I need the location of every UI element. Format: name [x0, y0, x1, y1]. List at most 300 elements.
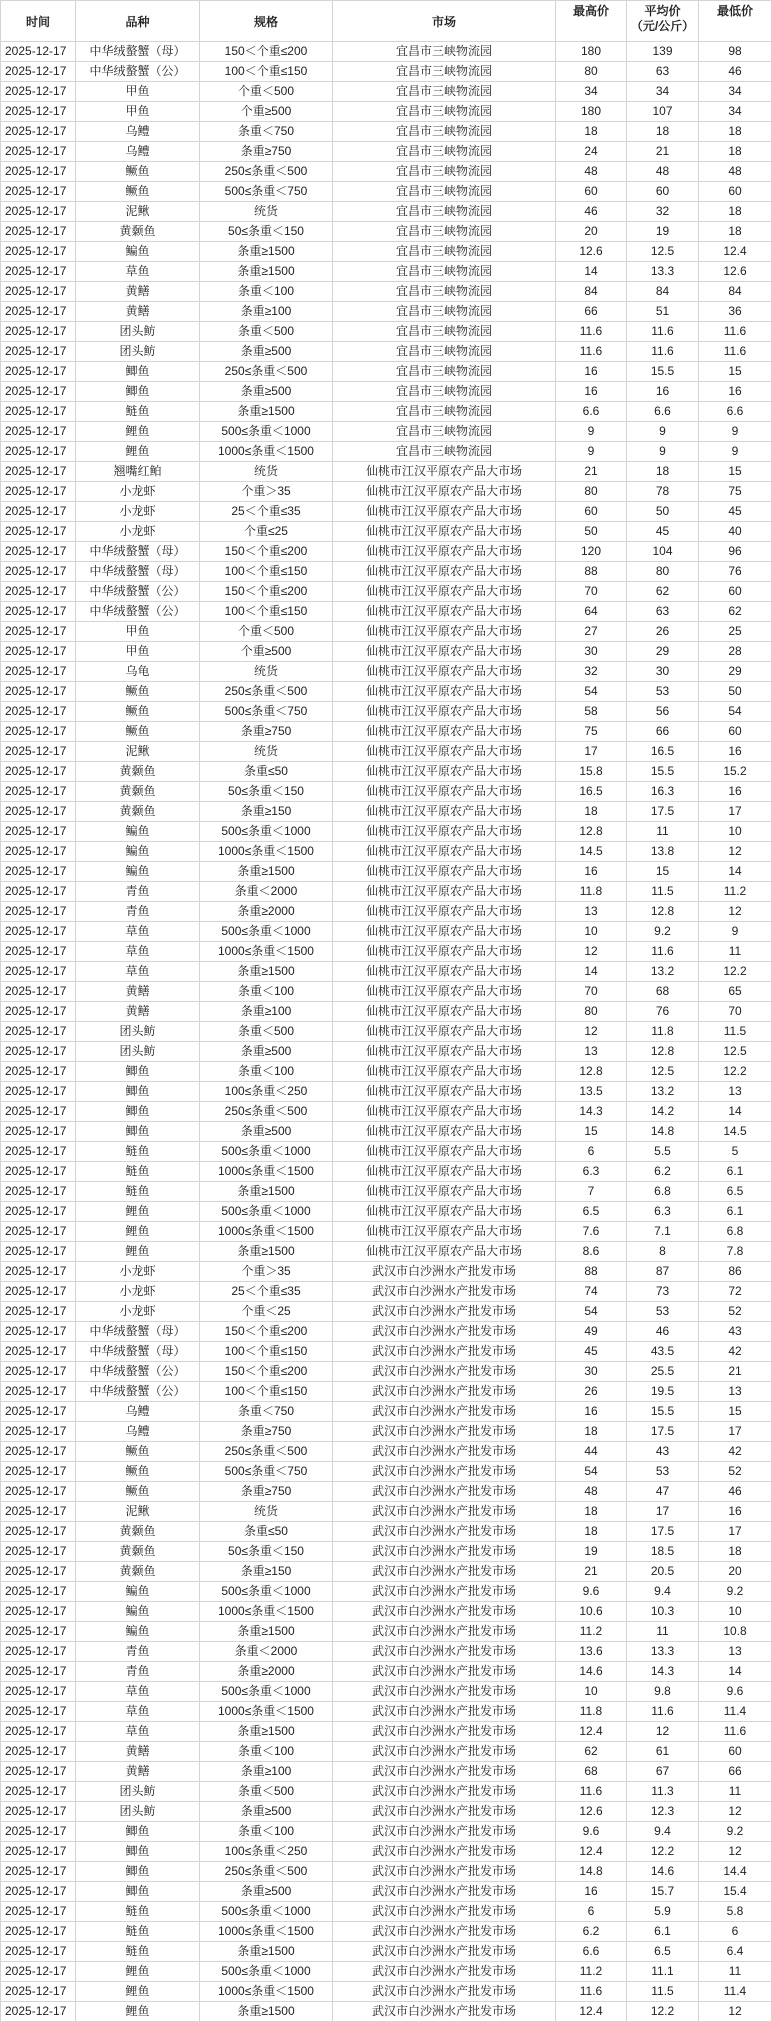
variety-cell: 泥鳅 — [76, 202, 200, 222]
variety-cell: 草鱼 — [76, 262, 200, 282]
spec-cell: 500≤条重＜1000 — [200, 1962, 333, 1982]
spec-cell: 条重≥100 — [200, 1002, 333, 1022]
max-price-cell: 13 — [556, 1042, 627, 1062]
spec-cell: 条重≥1500 — [200, 242, 333, 262]
avg-price-cell: 12.3 — [627, 1802, 699, 1822]
variety-cell: 鳜鱼 — [76, 1482, 200, 1502]
spec-cell: 个重＜500 — [200, 82, 333, 102]
header-spec[interactable]: 规格 — [200, 1, 333, 42]
variety-cell: 青鱼 — [76, 1642, 200, 1662]
avg-price-cell: 15.5 — [627, 362, 699, 382]
min-price-cell: 9.2 — [699, 1822, 771, 1842]
market-cell: 武汉市白沙洲水产批发市场 — [333, 1462, 556, 1482]
table-row — [1, 162, 771, 182]
avg-price-cell: 43.5 — [627, 1342, 699, 1362]
market-cell: 宜昌市三峡物流园 — [333, 182, 556, 202]
avg-price-cell: 14.6 — [627, 1862, 699, 1882]
spec-cell: 条重≤50 — [200, 1522, 333, 1542]
table-row — [1, 402, 771, 422]
max-price-cell: 34 — [556, 82, 627, 102]
market-cell: 仙桃市江汉平原农产品大市场 — [333, 1202, 556, 1222]
table-row — [1, 182, 771, 202]
variety-cell: 小龙虾 — [76, 522, 200, 542]
date-cell: 2025-12-17 — [1, 522, 76, 542]
spec-cell: 100＜个重≤150 — [200, 1342, 333, 1362]
max-price-cell: 70 — [556, 582, 627, 602]
table-row — [1, 1522, 771, 1542]
market-cell: 武汉市白沙洲水产批发市场 — [333, 1422, 556, 1442]
max-price-cell: 48 — [556, 1482, 627, 1502]
spec-cell: 100＜个重≤150 — [200, 62, 333, 82]
spec-cell: 条重＜750 — [200, 1402, 333, 1422]
market-cell: 武汉市白沙洲水产批发市场 — [333, 1682, 556, 1702]
avg-price-cell: 17.5 — [627, 1522, 699, 1542]
avg-price-cell: 12.8 — [627, 902, 699, 922]
table-row — [1, 202, 771, 222]
market-cell: 武汉市白沙洲水产批发市场 — [333, 1882, 556, 1902]
market-cell: 宜昌市三峡物流园 — [333, 402, 556, 422]
market-cell: 仙桃市江汉平原农产品大市场 — [333, 1082, 556, 1102]
min-price-cell: 9.6 — [699, 1682, 771, 1702]
max-price-cell: 74 — [556, 1282, 627, 1302]
market-cell: 仙桃市江汉平原农产品大市场 — [333, 582, 556, 602]
min-price-cell: 17 — [699, 1522, 771, 1542]
table-row — [1, 1002, 771, 1022]
spec-cell: 条重＜500 — [200, 1782, 333, 1802]
avg-price-cell: 17.5 — [627, 1422, 699, 1442]
market-cell: 仙桃市江汉平原农产品大市场 — [333, 1002, 556, 1022]
avg-price-cell: 80 — [627, 562, 699, 582]
avg-price-cell: 21 — [627, 142, 699, 162]
variety-cell: 黄鳝 — [76, 282, 200, 302]
header-market[interactable]: 市场 — [333, 1, 556, 42]
date-cell: 2025-12-17 — [1, 1322, 76, 1342]
date-cell: 2025-12-17 — [1, 142, 76, 162]
max-price-cell: 18 — [556, 1522, 627, 1542]
date-cell: 2025-12-17 — [1, 182, 76, 202]
spec-cell: 条重≥750 — [200, 142, 333, 162]
date-cell: 2025-12-17 — [1, 1182, 76, 1202]
date-cell: 2025-12-17 — [1, 702, 76, 722]
max-price-cell: 11.6 — [556, 1982, 627, 2002]
date-cell: 2025-12-17 — [1, 1922, 76, 1942]
max-price-cell: 16 — [556, 862, 627, 882]
min-price-cell: 6.1 — [699, 1162, 771, 1182]
date-cell: 2025-12-17 — [1, 1622, 76, 1642]
avg-price-cell: 84 — [627, 282, 699, 302]
min-price-cell: 15 — [699, 1402, 771, 1422]
spec-cell: 条重≥2000 — [200, 1662, 333, 1682]
avg-price-cell: 25.5 — [627, 1362, 699, 1382]
table-row — [1, 142, 771, 162]
market-cell: 仙桃市江汉平原农产品大市场 — [333, 722, 556, 742]
variety-cell: 黄鳝 — [76, 982, 200, 1002]
spec-cell: 100＜个重≤150 — [200, 1382, 333, 1402]
spec-cell: 500≤条重＜750 — [200, 702, 333, 722]
variety-cell: 鲤鱼 — [76, 442, 200, 462]
spec-cell: 条重≥1500 — [200, 262, 333, 282]
table-row — [1, 682, 771, 702]
min-price-cell: 14.4 — [699, 1862, 771, 1882]
avg-price-cell: 62 — [627, 582, 699, 602]
date-cell: 2025-12-17 — [1, 2002, 76, 2022]
table-row — [1, 1162, 771, 1182]
date-cell: 2025-12-17 — [1, 842, 76, 862]
min-price-cell: 11 — [699, 1782, 771, 1802]
spec-cell: 100≤条重＜250 — [200, 1082, 333, 1102]
avg-price-cell: 7.1 — [627, 1222, 699, 1242]
max-price-cell: 12 — [556, 942, 627, 962]
market-cell: 仙桃市江汉平原农产品大市场 — [333, 482, 556, 502]
variety-cell: 小龙虾 — [76, 502, 200, 522]
spec-cell: 250≤条重＜500 — [200, 162, 333, 182]
table-row — [1, 1222, 771, 1242]
max-price-cell: 10 — [556, 922, 627, 942]
variety-cell: 鳜鱼 — [76, 182, 200, 202]
variety-cell: 鲫鱼 — [76, 1122, 200, 1142]
date-cell: 2025-12-17 — [1, 1982, 76, 2002]
avg-price-cell: 14.2 — [627, 1102, 699, 1122]
table-row — [1, 1402, 771, 1422]
variety-cell: 乌鳢 — [76, 142, 200, 162]
date-cell: 2025-12-17 — [1, 1442, 76, 1462]
variety-cell: 鳊鱼 — [76, 1622, 200, 1642]
variety-cell: 乌鳢 — [76, 122, 200, 142]
variety-cell: 鳜鱼 — [76, 1462, 200, 1482]
max-price-cell: 18 — [556, 1502, 627, 1522]
table-row — [1, 1722, 771, 1742]
max-price-cell: 11.8 — [556, 882, 627, 902]
spec-cell: 1000≤条重＜1500 — [200, 942, 333, 962]
min-price-cell: 96 — [699, 542, 771, 562]
variety-cell: 中华绒螯蟹（公） — [76, 602, 200, 622]
table-row — [1, 942, 771, 962]
min-price-cell: 6.5 — [699, 1182, 771, 1202]
spec-cell: 条重＜100 — [200, 282, 333, 302]
table-row — [1, 1502, 771, 1522]
variety-cell: 小龙虾 — [76, 1282, 200, 1302]
date-cell: 2025-12-17 — [1, 822, 76, 842]
date-cell: 2025-12-17 — [1, 362, 76, 382]
date-cell: 2025-12-17 — [1, 1482, 76, 1502]
avg-price-cell: 30 — [627, 662, 699, 682]
avg-price-cell: 6.8 — [627, 1182, 699, 1202]
market-cell: 武汉市白沙洲水产批发市场 — [333, 1602, 556, 1622]
min-price-cell: 48 — [699, 162, 771, 182]
table-row — [1, 1642, 771, 1662]
avg-price-cell: 9 — [627, 422, 699, 442]
date-cell: 2025-12-17 — [1, 1402, 76, 1422]
avg-price-cell: 11.6 — [627, 1702, 699, 1722]
min-price-cell: 50 — [699, 682, 771, 702]
variety-cell: 黄鳝 — [76, 302, 200, 322]
market-cell: 武汉市白沙洲水产批发市场 — [333, 1762, 556, 1782]
table-body — [1, 42, 771, 2022]
table-row — [1, 482, 771, 502]
table-row — [1, 762, 771, 782]
max-price-cell: 12.8 — [556, 822, 627, 842]
date-cell: 2025-12-17 — [1, 642, 76, 662]
variety-cell: 鲤鱼 — [76, 1982, 200, 2002]
table-row — [1, 982, 771, 1002]
spec-cell: 150＜个重≤200 — [200, 542, 333, 562]
min-price-cell: 52 — [699, 1462, 771, 1482]
market-cell: 武汉市白沙洲水产批发市场 — [333, 1622, 556, 1642]
market-cell: 仙桃市江汉平原农产品大市场 — [333, 1242, 556, 1262]
min-price-cell: 12 — [699, 902, 771, 922]
avg-price-cell: 20.5 — [627, 1562, 699, 1582]
max-price-cell: 66 — [556, 302, 627, 322]
table-row — [1, 882, 771, 902]
variety-cell: 鲢鱼 — [76, 1162, 200, 1182]
variety-cell: 鲫鱼 — [76, 1882, 200, 1902]
min-price-cell: 16 — [699, 742, 771, 762]
market-cell: 仙桃市江汉平原农产品大市场 — [333, 882, 556, 902]
variety-cell: 黄颡鱼 — [76, 802, 200, 822]
table-row — [1, 1942, 771, 1962]
variety-cell: 鲢鱼 — [76, 1902, 200, 1922]
date-cell: 2025-12-17 — [1, 62, 76, 82]
max-price-cell: 16 — [556, 362, 627, 382]
market-cell: 仙桃市江汉平原农产品大市场 — [333, 842, 556, 862]
date-cell: 2025-12-17 — [1, 902, 76, 922]
avg-price-cell: 9.2 — [627, 922, 699, 942]
spec-cell: 条重＜2000 — [200, 1642, 333, 1662]
table-row — [1, 922, 771, 942]
market-cell: 宜昌市三峡物流园 — [333, 442, 556, 462]
variety-cell: 黄颡鱼 — [76, 1542, 200, 1562]
market-cell: 仙桃市江汉平原农产品大市场 — [333, 1142, 556, 1162]
min-price-cell: 34 — [699, 82, 771, 102]
date-cell: 2025-12-17 — [1, 1462, 76, 1482]
spec-cell: 统货 — [200, 742, 333, 762]
avg-price-cell: 139 — [627, 42, 699, 62]
max-price-cell: 27 — [556, 622, 627, 642]
table-row — [1, 642, 771, 662]
variety-cell: 中华绒螯蟹（母） — [76, 562, 200, 582]
variety-cell: 鲫鱼 — [76, 1842, 200, 1862]
spec-cell: 条重≥1500 — [200, 962, 333, 982]
header-min-price[interactable]: 最低价 — [699, 1, 771, 42]
market-cell: 武汉市白沙洲水产批发市场 — [333, 1862, 556, 1882]
max-price-cell: 60 — [556, 182, 627, 202]
market-cell: 宜昌市三峡物流园 — [333, 222, 556, 242]
date-cell: 2025-12-17 — [1, 1142, 76, 1162]
max-price-cell: 16.5 — [556, 782, 627, 802]
market-cell: 武汉市白沙洲水产批发市场 — [333, 1662, 556, 1682]
date-cell: 2025-12-17 — [1, 1102, 76, 1122]
spec-cell: 个重＜500 — [200, 622, 333, 642]
table-row — [1, 62, 771, 82]
table-row — [1, 602, 771, 622]
avg-price-cell: 11 — [627, 1622, 699, 1642]
min-price-cell: 6 — [699, 1922, 771, 1942]
market-cell: 仙桃市江汉平原农产品大市场 — [333, 1042, 556, 1062]
date-cell: 2025-12-17 — [1, 222, 76, 242]
spec-cell: 条重≥1500 — [200, 2002, 333, 2022]
avg-price-cell: 73 — [627, 1282, 699, 1302]
date-cell: 2025-12-17 — [1, 202, 76, 222]
avg-price-cell: 11.6 — [627, 942, 699, 962]
max-price-cell: 24 — [556, 142, 627, 162]
avg-price-cell: 29 — [627, 642, 699, 662]
min-price-cell: 9 — [699, 442, 771, 462]
max-price-cell: 50 — [556, 522, 627, 542]
table-row — [1, 502, 771, 522]
max-price-cell: 9 — [556, 442, 627, 462]
table-row — [1, 1182, 771, 1202]
max-price-cell: 11.2 — [556, 1622, 627, 1642]
variety-cell: 鳜鱼 — [76, 682, 200, 702]
min-price-cell: 5.8 — [699, 1902, 771, 1922]
date-cell: 2025-12-17 — [1, 1962, 76, 1982]
avg-price-cell: 13.8 — [627, 842, 699, 862]
spec-cell: 条重＜500 — [200, 322, 333, 342]
market-cell: 武汉市白沙洲水产批发市场 — [333, 1322, 556, 1342]
market-cell: 武汉市白沙洲水产批发市场 — [333, 1282, 556, 1302]
min-price-cell: 21 — [699, 1362, 771, 1382]
spec-cell: 25＜个重≤35 — [200, 1282, 333, 1302]
table-row — [1, 1422, 771, 1442]
table-row — [1, 1122, 771, 1142]
table-row — [1, 1242, 771, 1262]
variety-cell: 小龙虾 — [76, 482, 200, 502]
market-cell: 武汉市白沙洲水产批发市场 — [333, 1702, 556, 1722]
max-price-cell: 12.8 — [556, 1062, 627, 1082]
max-price-cell: 16 — [556, 382, 627, 402]
date-cell: 2025-12-17 — [1, 802, 76, 822]
market-cell: 仙桃市江汉平原农产品大市场 — [333, 642, 556, 662]
avg-price-cell: 15.7 — [627, 1882, 699, 1902]
date-cell: 2025-12-17 — [1, 762, 76, 782]
market-cell: 武汉市白沙洲水产批发市场 — [333, 1922, 556, 1942]
variety-cell: 黄鳝 — [76, 1742, 200, 1762]
market-cell: 宜昌市三峡物流园 — [333, 122, 556, 142]
spec-cell: 条重≥500 — [200, 382, 333, 402]
date-cell: 2025-12-17 — [1, 1782, 76, 1802]
table-row — [1, 1662, 771, 1682]
spec-cell: 500≤条重＜1000 — [200, 422, 333, 442]
max-price-cell: 15.8 — [556, 762, 627, 782]
date-cell: 2025-12-17 — [1, 1582, 76, 1602]
date-cell: 2025-12-17 — [1, 462, 76, 482]
variety-cell: 小龙虾 — [76, 1262, 200, 1282]
market-cell: 武汉市白沙洲水产批发市场 — [333, 1562, 556, 1582]
date-cell: 2025-12-17 — [1, 1262, 76, 1282]
min-price-cell: 11.6 — [699, 342, 771, 362]
market-cell: 武汉市白沙洲水产批发市场 — [333, 1502, 556, 1522]
table-row — [1, 842, 771, 862]
min-price-cell: 66 — [699, 1762, 771, 1782]
date-cell: 2025-12-17 — [1, 262, 76, 282]
market-cell: 宜昌市三峡物流园 — [333, 382, 556, 402]
market-cell: 宜昌市三峡物流园 — [333, 82, 556, 102]
date-cell: 2025-12-17 — [1, 342, 76, 362]
table-row — [1, 42, 771, 62]
min-price-cell: 28 — [699, 642, 771, 662]
max-price-cell: 12.6 — [556, 1802, 627, 1822]
min-price-cell: 60 — [699, 582, 771, 602]
table-row — [1, 102, 771, 122]
spec-cell: 1000≤条重＜1500 — [200, 1162, 333, 1182]
variety-cell: 鳜鱼 — [76, 162, 200, 182]
max-price-cell: 12.4 — [556, 1842, 627, 1862]
market-cell: 宜昌市三峡物流园 — [333, 262, 556, 282]
avg-price-cell: 11.5 — [627, 1982, 699, 2002]
market-cell: 武汉市白沙洲水产批发市场 — [333, 1962, 556, 1982]
spec-cell: 100＜个重≤150 — [200, 562, 333, 582]
variety-cell: 鲤鱼 — [76, 1222, 200, 1242]
variety-cell: 泥鳅 — [76, 742, 200, 762]
variety-cell: 团头鲂 — [76, 1022, 200, 1042]
spec-cell: 条重＜100 — [200, 1062, 333, 1082]
variety-cell: 鲤鱼 — [76, 422, 200, 442]
table-row — [1, 382, 771, 402]
spec-cell: 250≤条重＜500 — [200, 682, 333, 702]
table-row — [1, 862, 771, 882]
avg-price-cell: 6.5 — [627, 1942, 699, 1962]
avg-price-cell: 11.3 — [627, 1782, 699, 1802]
header-avg-price[interactable] — [627, 1, 699, 42]
market-cell: 仙桃市江汉平原农产品大市场 — [333, 622, 556, 642]
spec-cell: 1000≤条重＜1500 — [200, 1922, 333, 1942]
date-cell: 2025-12-17 — [1, 82, 76, 102]
avg-price-cell: 13.2 — [627, 1082, 699, 1102]
avg-price-cell: 15 — [627, 862, 699, 882]
max-price-cell: 6.6 — [556, 1942, 627, 1962]
spec-cell: 条重≥500 — [200, 342, 333, 362]
date-cell: 2025-12-17 — [1, 302, 76, 322]
market-cell: 仙桃市江汉平原农产品大市场 — [333, 1022, 556, 1042]
max-price-cell: 88 — [556, 1262, 627, 1282]
header-variety[interactable]: 品种 — [76, 1, 200, 42]
market-cell: 仙桃市江汉平原农产品大市场 — [333, 502, 556, 522]
min-price-cell: 15.2 — [699, 762, 771, 782]
date-cell: 2025-12-17 — [1, 1342, 76, 1362]
market-cell: 武汉市白沙洲水产批发市场 — [333, 1442, 556, 1462]
spec-cell: 个重＞35 — [200, 482, 333, 502]
table-row — [1, 1802, 771, 1822]
market-cell: 仙桃市江汉平原农产品大市场 — [333, 1182, 556, 1202]
market-cell: 仙桃市江汉平原农产品大市场 — [333, 462, 556, 482]
min-price-cell: 13 — [699, 1642, 771, 1662]
table-row — [1, 742, 771, 762]
avg-price-cell: 9.8 — [627, 1682, 699, 1702]
min-price-cell: 46 — [699, 1482, 771, 1502]
market-cell: 仙桃市江汉平原农产品大市场 — [333, 662, 556, 682]
market-cell: 仙桃市江汉平原农产品大市场 — [333, 942, 556, 962]
spec-cell: 250≤条重＜500 — [200, 1442, 333, 1462]
min-price-cell: 65 — [699, 982, 771, 1002]
spec-cell: 250≤条重＜500 — [200, 1102, 333, 1122]
table-row — [1, 442, 771, 462]
variety-cell: 鲫鱼 — [76, 382, 200, 402]
min-price-cell: 15.4 — [699, 1882, 771, 1902]
min-price-cell: 76 — [699, 562, 771, 582]
spec-cell: 500≤条重＜1000 — [200, 1582, 333, 1602]
avg-price-cell: 63 — [627, 62, 699, 82]
variety-cell: 团头鲂 — [76, 342, 200, 362]
avg-price-cell: 45 — [627, 522, 699, 542]
max-price-cell: 6.3 — [556, 1162, 627, 1182]
date-cell: 2025-12-17 — [1, 1862, 76, 1882]
max-price-cell: 9 — [556, 422, 627, 442]
header-date[interactable]: 时间 — [1, 1, 76, 42]
date-cell: 2025-12-17 — [1, 122, 76, 142]
date-cell: 2025-12-17 — [1, 482, 76, 502]
max-price-cell: 14 — [556, 262, 627, 282]
header-max-price[interactable]: 最高价 — [556, 1, 627, 42]
